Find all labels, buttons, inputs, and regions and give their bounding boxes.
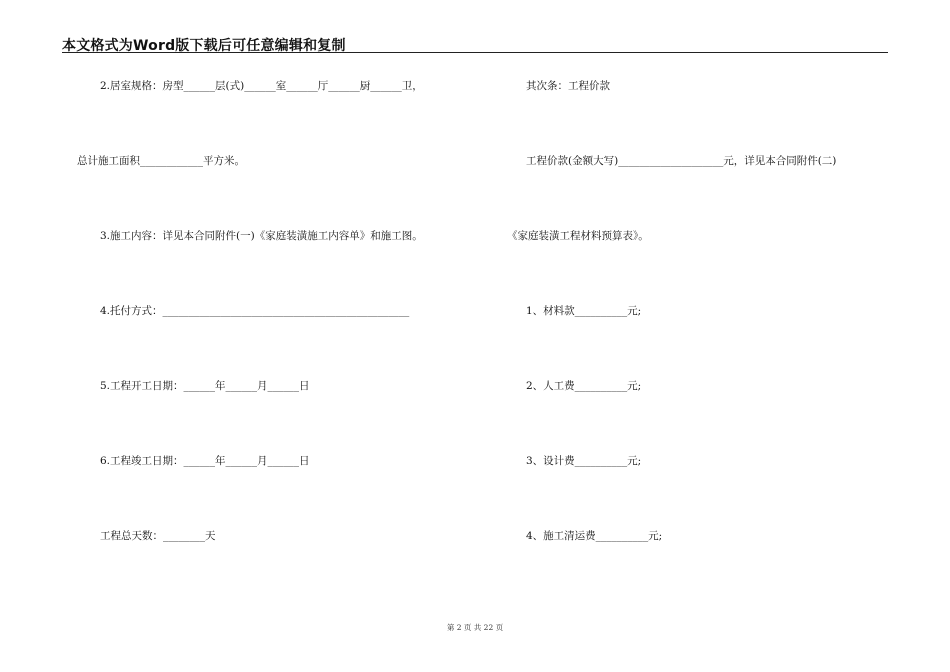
material-cost-line: 1、材料款__________元;	[526, 305, 642, 317]
completion-date-line: 6.工程竣工日期：______年______月______日	[100, 455, 310, 467]
document-header-title: 本文格式为Word版下载后可任意编辑和复制	[62, 38, 346, 54]
commission-method-line: 4.托付方式：_______________________________________________	[100, 305, 410, 317]
page-number-footer: 第 2 页 共 22 页	[446, 623, 504, 632]
total-days-line: 工程总天数：________天	[100, 530, 216, 542]
labor-cost-line: 2、人工费__________元;	[526, 380, 642, 392]
material-budget-table-line: 《家庭装潢工程材料预算表》。	[507, 230, 649, 242]
header-divider	[62, 52, 888, 53]
project-price-line: 工程价款(金额大写)____________________元，详见本合同附件(二)	[526, 155, 837, 167]
start-date-line: 5.工程开工日期：______年______月______日	[100, 380, 310, 392]
article-two-heading: 其次条：工程价款	[526, 80, 610, 92]
design-fee-line: 3、设计费__________元;	[526, 455, 642, 467]
total-area-line: 总计施工面积____________平方米。	[77, 155, 245, 167]
room-spec-line: 2.居室规格：房型______层(式)______室______厅______厨______卫，	[100, 80, 423, 92]
cleanup-fee-line: 4、施工清运费__________元;	[526, 530, 663, 542]
construction-content-line: 3.施工内容：详见本合同附件(一)《家庭装潢施工内容单》和施工图。	[100, 230, 423, 242]
